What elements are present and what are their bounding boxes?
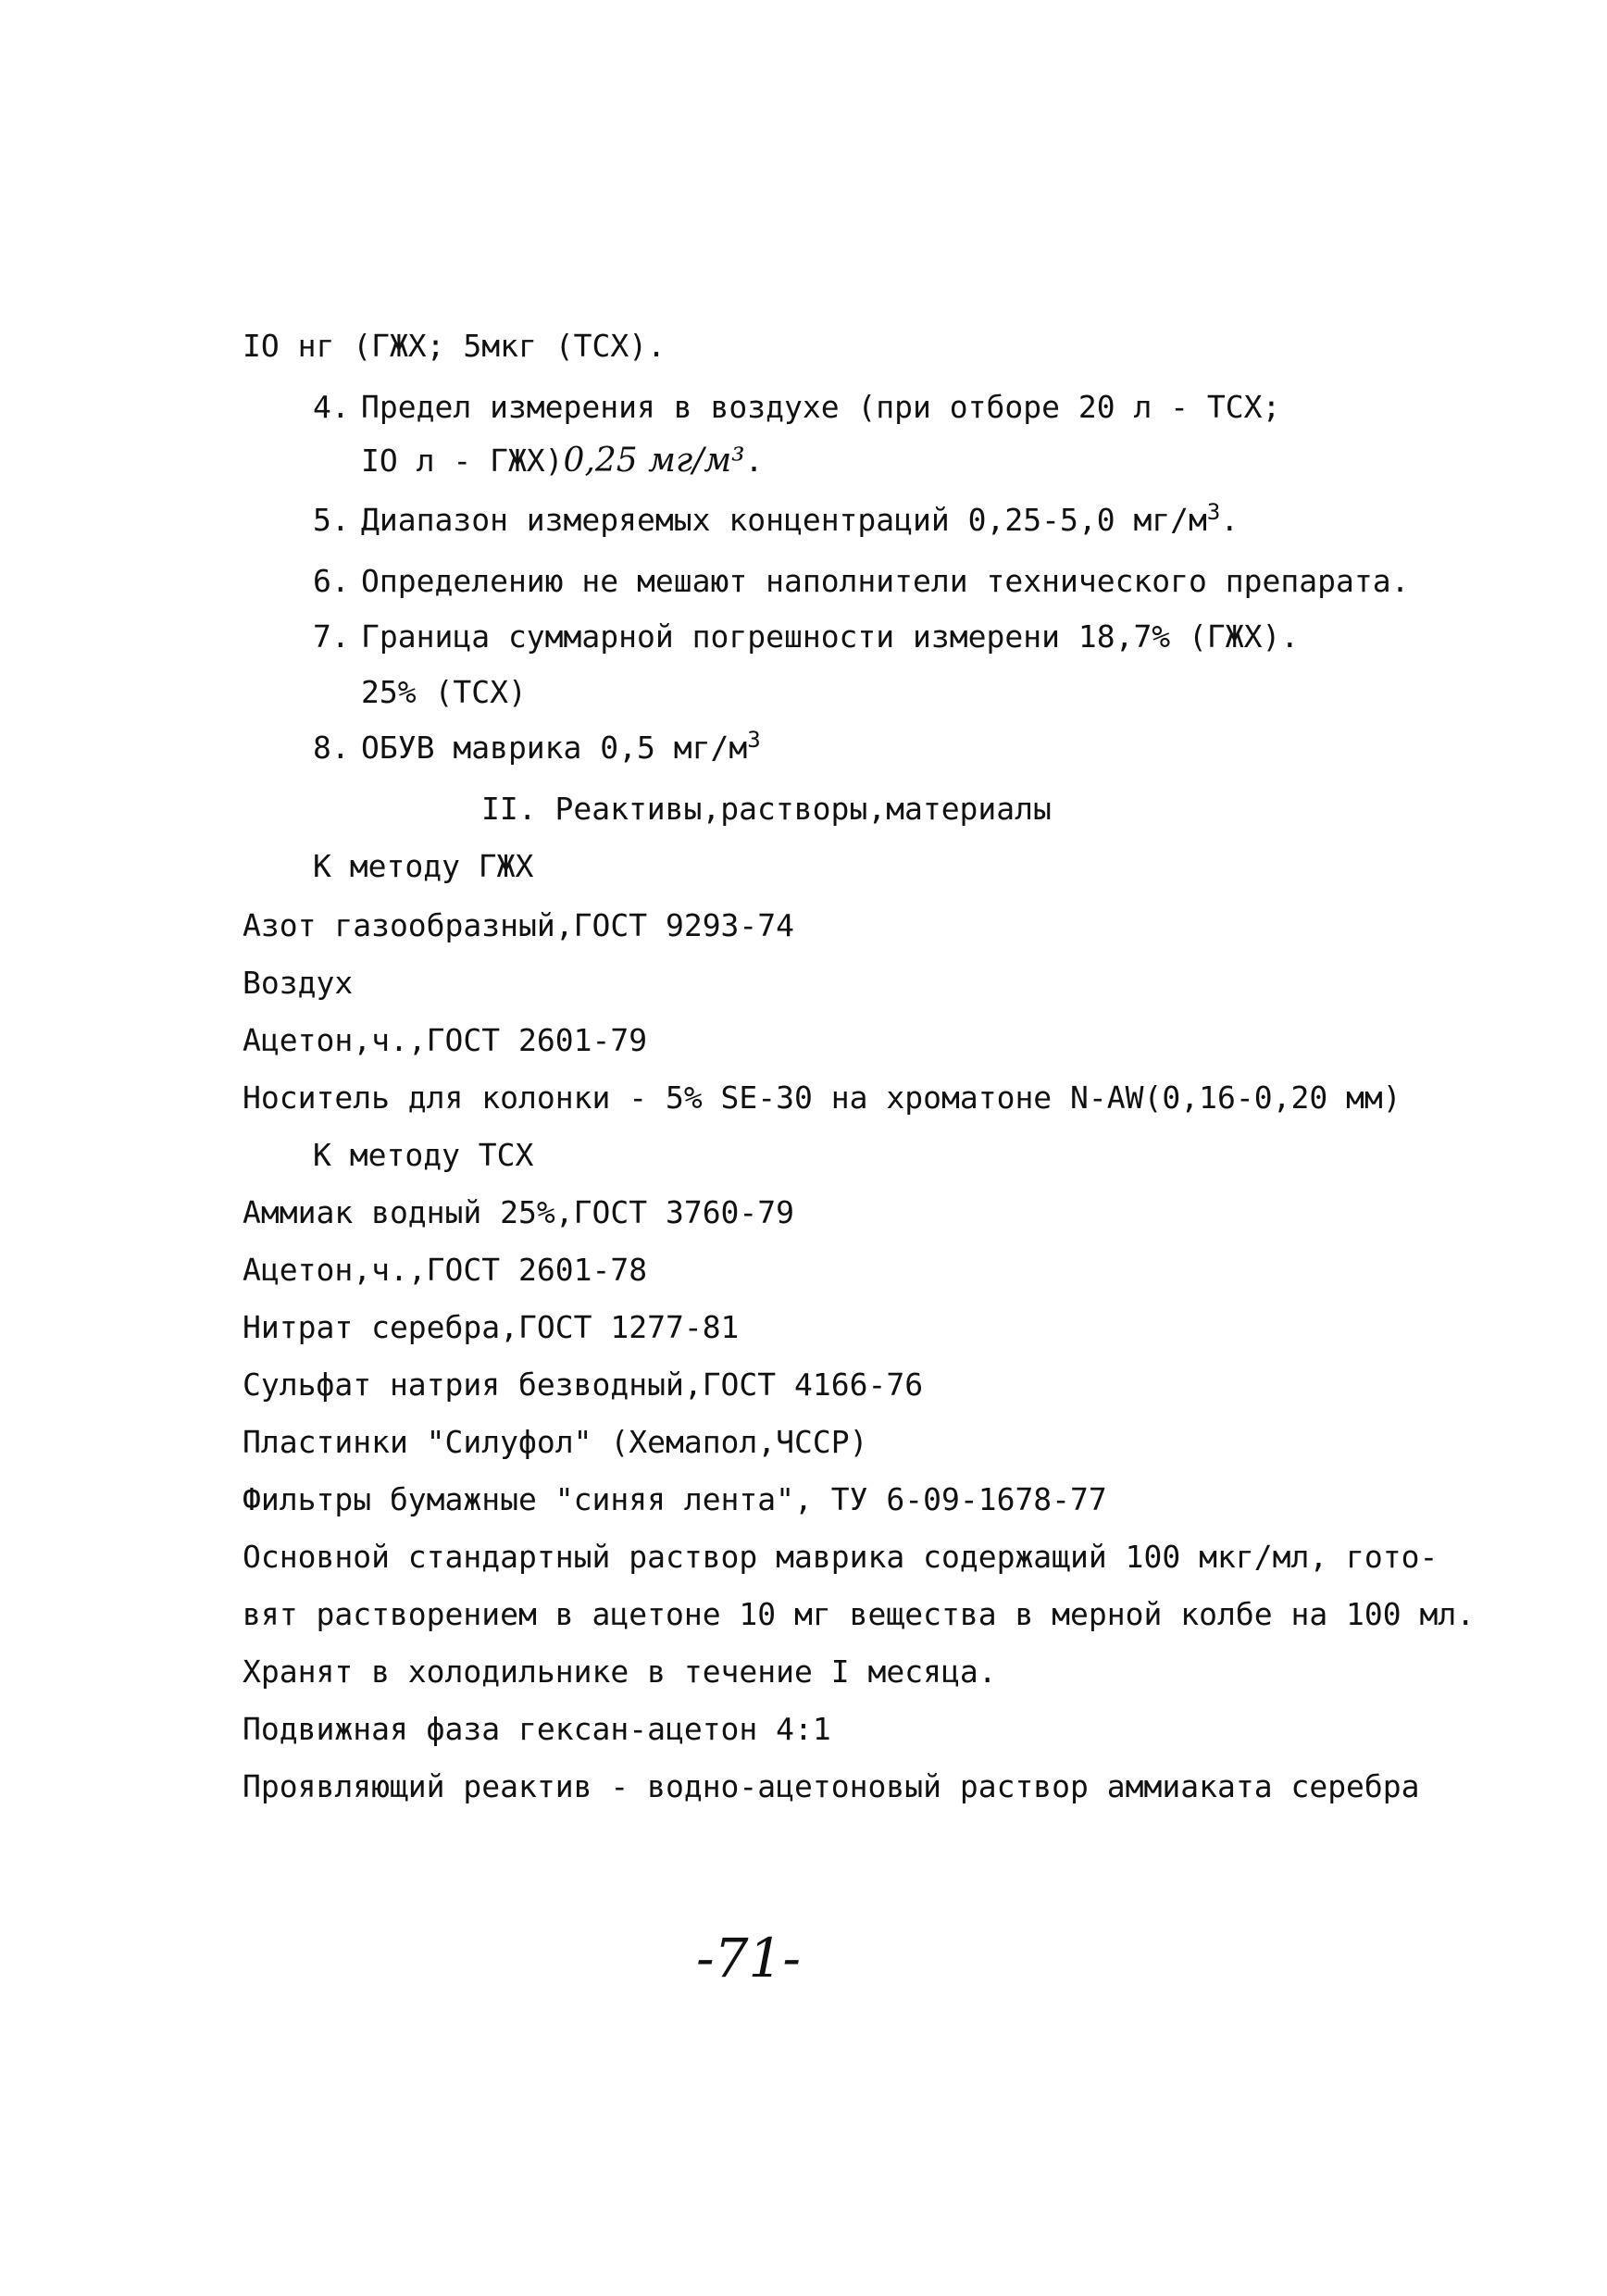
handwritten-value: 0,25 мг/м³ bbox=[563, 442, 745, 480]
reagent-line: Воздух bbox=[243, 965, 354, 1001]
reagent-line: Носитель для колонки - 5% SE-30 на хроматоне N-AW(0,16-0,20 мм) bbox=[243, 1079, 1401, 1116]
text-line-detection-limit: IO нг (ГЖХ; 5мкг (ТСХ). bbox=[243, 328, 666, 364]
paragraph-line: Подвижная фаза гексан-ацетон 4:1 bbox=[243, 1711, 831, 1747]
reagent-line: Азот газообразный,ГОСТ 9293-74 bbox=[243, 907, 795, 943]
subheading-gc-method: К методу ГЖХ bbox=[313, 848, 534, 884]
paragraph-line: вят растворением в ацетоне 10 мг вещества в мерной колбе на 100 мл. bbox=[243, 1596, 1476, 1632]
reagent-line: Фильтры бумажные "синяя лента", ТУ 6-09-1678-77 bbox=[243, 1481, 1107, 1517]
paragraph-line: Основной стандартный раствор маврика содержащий 100 мкг/мл, гото- bbox=[243, 1539, 1439, 1575]
list-item-7-continuation: 25% (ТСХ) bbox=[361, 674, 527, 710]
section-heading: II. Реактивы,растворы,материалы bbox=[481, 791, 1052, 827]
reagent-line: Аммиак водный 25%,ГОСТ 3760-79 bbox=[243, 1194, 795, 1230]
reagent-line: Ацетон,ч.,ГОСТ 2601-78 bbox=[243, 1252, 648, 1288]
subheading-tlc-method: К методу ТСХ bbox=[313, 1137, 534, 1173]
reagent-line: Пластинки "Силуфол" (Хемапол,ЧССР) bbox=[243, 1424, 868, 1460]
reagent-line: Сульфат натрия безводный,ГОСТ 4166-76 bbox=[243, 1366, 924, 1403]
paragraph-line: Хранят в холодильнике в течение I месяца. bbox=[243, 1653, 997, 1690]
list-number: 4. bbox=[313, 389, 350, 425]
list-item-5: 5. Диапазон измеряемых концентраций 0,25-5,0 $мг/м^3$. bbox=[313, 499, 1240, 538]
list-item-6: 6. Определению не мешают наполнители технического препарата. bbox=[313, 563, 1410, 599]
list-number: 5. bbox=[313, 502, 350, 538]
page-number: -71- bbox=[696, 1927, 801, 1990]
list-item-8: 8. ОБУВ маврика 0,5 $мг/м^3$ bbox=[313, 727, 761, 766]
reagent-line: Нитрат серебра,ГОСТ 1277-81 bbox=[243, 1309, 740, 1345]
list-number: 6. bbox=[313, 563, 350, 599]
list-item-4: 4. Предел измерения в воздухе (при отборе 20 л - ТСХ; bbox=[313, 389, 1281, 425]
list-item-7: 7. Граница суммарной погрешности измерени 18,7% (ГЖХ). bbox=[313, 618, 1300, 655]
paragraph-line: Проявляющий реактив - водно-ацетоновый раствор аммиаката серебра bbox=[243, 1768, 1420, 1804]
list-number: 8. bbox=[313, 730, 350, 766]
list-number: 7. bbox=[313, 618, 350, 655]
list-item-4-continuation: IO л - ГЖХ)0,25 мг/м³. bbox=[361, 442, 764, 480]
reagent-line: Ацетон,ч.,ГОСТ 2601-79 bbox=[243, 1022, 648, 1058]
